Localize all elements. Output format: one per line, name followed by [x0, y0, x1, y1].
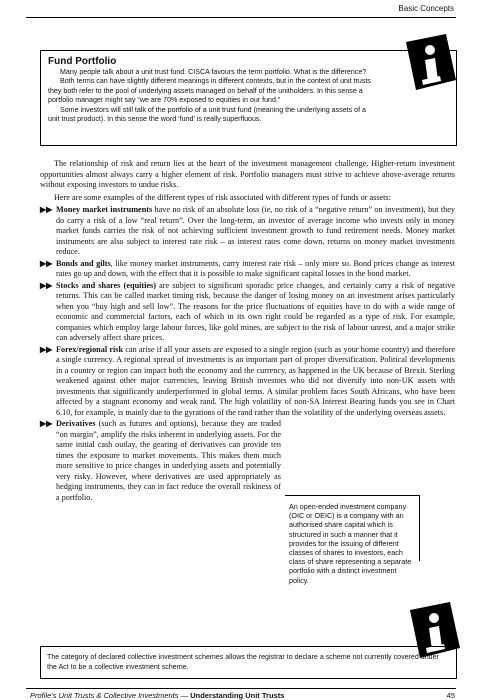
double-arrow-icon: ▶▶ — [40, 419, 53, 428]
bullet-forex — [40, 345, 455, 419]
footer-book-title: Profile’s Unit Trusts & Collective Investments — — [30, 691, 191, 700]
page-number: 45 — [446, 691, 455, 700]
category-box — [40, 646, 457, 679]
category-box-text: The category of declared collective investment schemes allows the registrar to declare a scheme not currently covered under the Act to be a collective investment scheme. — [47, 653, 439, 671]
fund-portfolio-box — [40, 50, 457, 146]
fund-box-paragraph: Both terms can have slightly different meanings in different contexts, but in the context of unit trusts they both refer to the pool of underlying assets managed on behalf of the unitholders. In this sense a portfolio manager might say “we are 70% exposed to equities in our fund.” — [48, 77, 371, 105]
double-arrow-icon: ▶▶ — [40, 344, 53, 354]
bullet-text: are subject to significant sporadic price changes, and certainly carry a risk of negative returns. This can be called market timing risk, because the danger of losing money on an investment arises particularly when you “buy high and sell low”. The reasons for the price fluctuations of equities have to do with a wide range of economic and commercial factors, each of which in its own right could be regarded as a type of risk. For example, companies which employ large labour forces, like gold mines, are subject to the risk of labour unrest, and a major strike can adversely affect share prices. — [56, 280, 455, 342]
fund-box-paragraph: Many people talk about a unit trust fund. CISCA favours the term portfolio. What is the difference? — [60, 68, 367, 76]
double-arrow-icon: ▶▶ — [40, 258, 53, 268]
section-title: Basic Concepts — [398, 4, 454, 13]
bullet-term: Derivatives — [56, 419, 96, 428]
bullet-text: can arise if all your assets are exposed to a single region (such as your home country) and therefore a single currency. A regional spread of investments is an important part of proper diversification. Political developments in a country or region can impact both the economy and the currency, as happened in the UK because of Brexit. Sterling weakened against other major currencies, leaving British investors who did not diversify into non-UK assets with investments that significantly underperformed in global terms. A similar problem faces South Africans, who have been affected by a stagnant economy and weak rand. The high volatility of non-SA Interest Bearing funds you see in Chart 6.10, for example, is mainly due to the gyrations of the rand rather than the volatility of the underlying overseas assets. — [56, 344, 455, 417]
double-arrow-icon: ▶▶ — [40, 280, 53, 290]
info-icon — [400, 32, 460, 92]
bullet-text: have no risk of an absolute loss (ie, no risk of a “negative return” on investment), but they do carry a risk of a low “real return”. Over the long-term, an investor of average income who invests only in money market funds carries the risk of not achieving sufficient investment growth to fund retirement needs. Money market instruments are also subject to interest rate risk – as interest rates come down, returns on money market investments reduce. — [56, 205, 455, 256]
bullet-term: Money market instruments — [56, 205, 153, 214]
footer-subtitle: Understanding Unit Trusts — [190, 691, 285, 700]
bullet-bonds-gilts — [40, 259, 455, 280]
bullet-term: Stocks and shares (equities) — [56, 280, 156, 290]
intro-paragraph: The relationship of risk and return lies at the heart of the investment management challenge. Higher-return investment opportunities almost always carry a higher element of risk. Portfolio managers must strive to achieve above-average returns without exposing investors to undue risks. — [40, 159, 455, 189]
bullet-equities — [40, 281, 455, 344]
main-body — [40, 159, 455, 504]
intro-paragraph: Here are some examples of the different types of risk associated with different types of funds or assets: — [54, 192, 391, 202]
bullet-derivatives — [40, 419, 281, 503]
oeic-sidebar-note: An open-ended investment company (OIC or OEIC) is a company with an authorised share capital which is structured in such a manner that it provides for the issuing of different classes of shares to investors, each class of share representing a separate portfolio with a distinct investment policy. — [289, 502, 412, 585]
bullet-text: , like money market instruments, carry interest rate risk – only more so. Bond prices change as interest rates go up and down, with the effect that it is possible to make significant capital losses in the bond market. — [56, 258, 455, 278]
header-rule — [26, 17, 456, 18]
page-footer — [30, 691, 455, 700]
bullet-term: Bonds and gilts — [56, 258, 111, 268]
bullet-money-market — [40, 205, 455, 258]
fund-portfolio-title: Fund Portfolio — [48, 56, 117, 67]
sidebar-rule — [285, 495, 419, 496]
bullet-term: Forex/regional risk — [56, 344, 124, 354]
double-arrow-icon: ▶▶ — [40, 205, 53, 214]
fund-box-paragraph: Some investors will still talk of the portfolio of a unit trust fund (meaning the underlying assets of a unit trust product). In this sense the word ‘fund’ is really superfluous. — [48, 105, 366, 124]
footer-rule — [26, 688, 456, 689]
sidebar-vertical-rule — [419, 495, 420, 561]
bullet-text: (such as futures and options), because they are traded “on margin”, amplify the risks inherent in underlying assets. For the same initial cash outlay, the gearing of derivatives can provide ten times the exposure to market movements. This makes them much more sensitive to price changes in underlying assets and potentially very risky. However, where derivatives are used appropriately as hedging instruments, they can in fact reduce the overall riskiness of a portfolio. — [56, 419, 281, 502]
